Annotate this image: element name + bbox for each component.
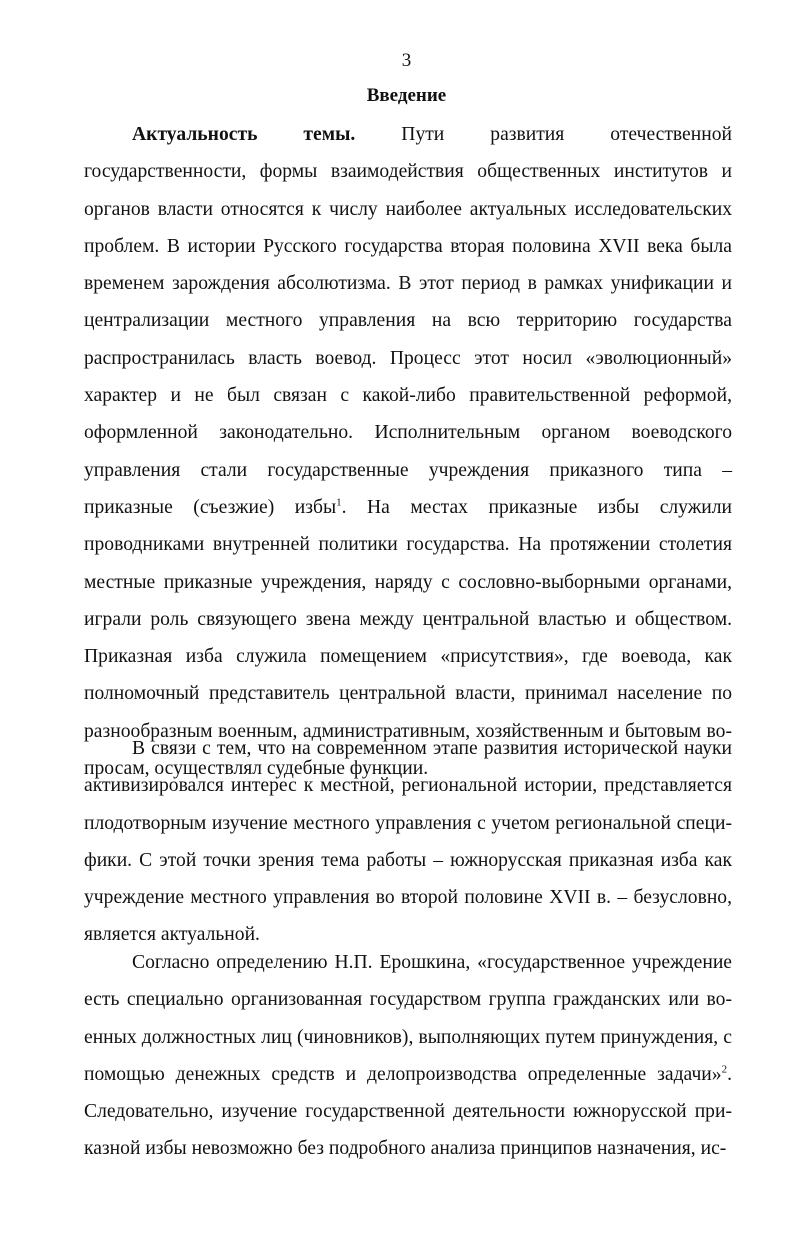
paragraph-text: . На местах приказные избы служили проводниками внутренней политики государства. На протяжении столетия местные приказные учреждения, наряду с сословно-выборными органами, играли роль связующего звена между центральной властью и обществом. Приказная изба служила помещением «присутствия», где воевода, как полномочный представитель центральной власти, принимал население по разнообразным военным, административным, хозяйственным и бытовым вопросам, осуществлял судебные функции. xyxy=(84,496,732,780)
paragraph-lead: Актуальность темы. xyxy=(132,124,356,145)
paragraph-text: В связи с тем, что на современном этапе развития исторической науки активизировался интерес к местной, региональной истории, представляется плодотворным изучение местного управления с учетом региональной специфики. С этой точки зрения тема работы – южнорусская приказная изба как учреждение местного управления во второй половине XVII в. – безусловно, является актуальной. xyxy=(84,738,732,946)
footnote-reference[interactable]: 1 xyxy=(336,496,342,509)
footnote-reference[interactable]: 2 xyxy=(721,1063,728,1076)
paragraph-relevance xyxy=(84,116,732,787)
paragraph-definition xyxy=(84,944,732,1168)
section-heading: Введение xyxy=(366,85,447,106)
paragraph-text: . Следовательно, изучение государственной деятельности южнорусской приказной избы невозможно без подробного анализа принципов назначения, ис- xyxy=(84,1063,732,1160)
paragraph-text: Пути развития отечественной государственности, формы взаимодействия общественных институтов и органов власти относятся к числу наиболее актуальных исследовательских проблем. В истории Русского государства вторая половина XVII века была временем зарождения абсолютизма. В этот период в рамках унификации и централизации местного управления на всю территорию государства распространилась власть воевод. Процесс этот носил «эволюционный» характер и не был связан с какой-либо правительственной реформой, оформленной законодательно. Исполнительным органом воеводского управления стали государственные учреждения приказного типа – приказные (съезжие) избы xyxy=(84,124,732,518)
paragraph-regional-history xyxy=(84,730,732,954)
paragraph-text: Согласно определению Н.П. Ерошкина, «государственное учреждение есть специально организованная государством группа гражданских или военных должностных лиц (чиновников), выполняющих путем принуждения, с помощью денежных средств и делопроизводства определенные задачи» xyxy=(84,952,732,1085)
page-number: 3 xyxy=(401,50,412,71)
